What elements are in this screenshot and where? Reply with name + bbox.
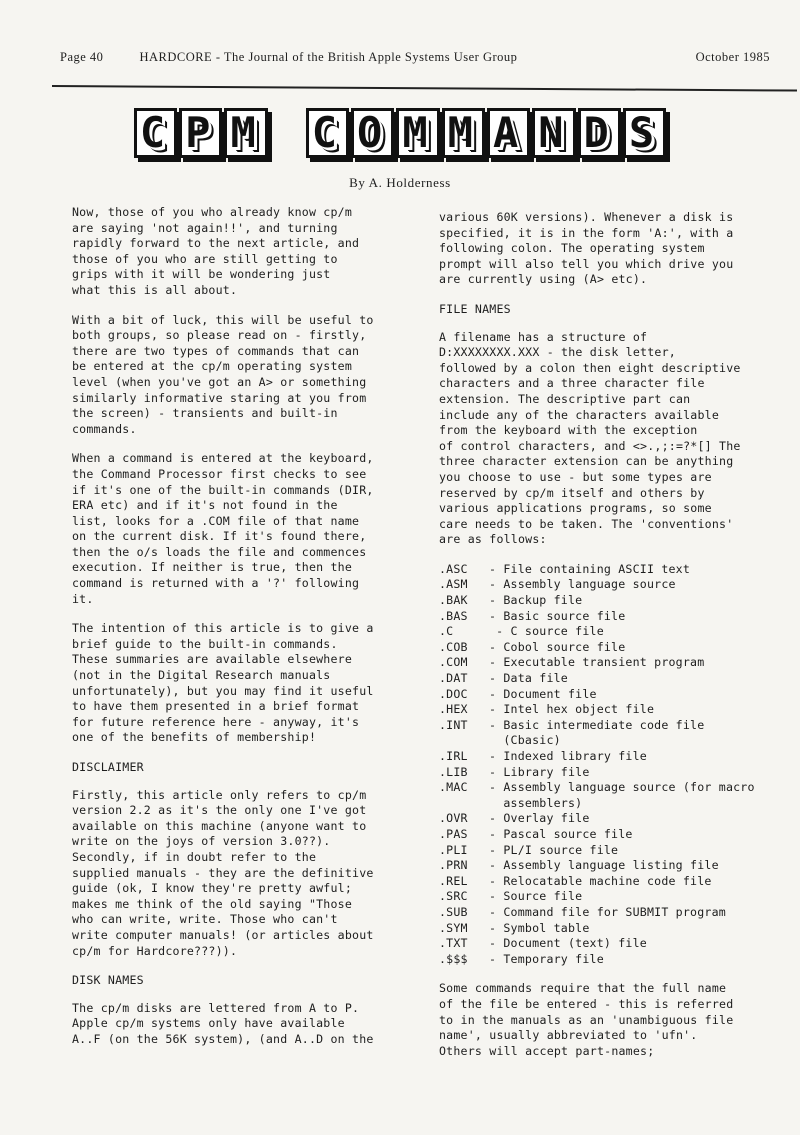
file-extension: .OVR <box>439 811 468 826</box>
file-extension: .$$$ <box>439 951 468 966</box>
file-description: - Symbol table <box>489 920 590 935</box>
file-description: - Data file <box>489 671 568 686</box>
file-type-row <box>439 843 774 859</box>
file-extension: .SYM <box>439 920 468 935</box>
title-letter: D <box>578 108 621 158</box>
file-description: - Document file <box>489 686 597 701</box>
file-description: - Assembly language listing file <box>489 858 719 873</box>
title-letter: M <box>224 108 267 158</box>
title-letter: N <box>532 108 575 158</box>
file-type-row <box>439 749 774 765</box>
file-type-row <box>439 640 774 656</box>
file-extension: .REL <box>439 873 468 888</box>
file-description: - Assembly language source (for macro assemblers) <box>489 780 755 810</box>
file-description: - Basic intermediate code file (Cbasic) <box>489 717 705 748</box>
file-description: - C source file <box>489 624 604 639</box>
file-extension: .LIB <box>439 764 468 779</box>
file-type-row <box>439 811 774 827</box>
header-rule <box>52 85 797 92</box>
file-type-row <box>439 765 774 781</box>
journal-title: HARDCORE - The Journal of the British Apple Systems User Group <box>139 50 518 64</box>
file-extension: .IRL <box>439 749 468 763</box>
file-type-row <box>439 827 774 843</box>
file-type-row <box>439 655 774 671</box>
paragraph: Some commands require that the full name of the file be entered - this is referred to in the manuals as an 'unambiguous file name', usually abbreviated to 'ufn'. Others will accept part-names; <box>439 981 734 1058</box>
file-extension: .DOC <box>439 686 468 701</box>
title-letter: M <box>396 108 439 158</box>
paragraph: With a bit of luck, this will be useful to both groups, so please read on - firstly, there are two types of commands that can be entered at the cp/m operating system level (when you've got an A> or something similarly informative staring at you from the screen) - transients and built-in commands. <box>72 312 374 436</box>
byline: By A. Holderness <box>349 175 451 190</box>
file-extension: .ASM <box>439 577 468 592</box>
paragraph: When a command is entered at the keyboard, the Command Processor first checks to see if it's one of the built-in commands (DIR, ERA etc) and if it's not found in the list, looks for a .COM file of that name on the current disk. If it's found there, then the o/s loads the file and commences execution. If neither is true, then the command is returned with a '?' following it. <box>72 451 374 606</box>
file-description: - Document (text) file <box>489 936 647 951</box>
paragraph: Now, those of you who already know cp/m are saying 'not again!!', and turning rapidly forward to the next article, and those of you who are still getting to grips with it will be wondering just what this is all about. <box>72 205 360 297</box>
section-heading-file-names: FILE NAMES <box>439 301 511 316</box>
file-extension: .COB <box>439 639 468 654</box>
file-extension: .PLI <box>439 842 468 857</box>
page-number: Page 40 <box>60 50 104 64</box>
title-letter: O <box>351 108 394 158</box>
file-type-row <box>439 562 774 578</box>
file-type-row <box>439 577 774 593</box>
file-description: - Command file for SUBMIT program <box>489 904 726 919</box>
file-type-row <box>439 921 774 937</box>
file-type-row <box>439 936 774 952</box>
file-type-row <box>439 905 774 921</box>
file-description: - Basic source file <box>489 608 626 623</box>
title-letter: C <box>306 108 349 158</box>
file-extension: .ASC <box>439 561 468 576</box>
file-description: - Backup file <box>489 593 583 608</box>
file-description: - Cobol source file <box>489 639 626 654</box>
paragraph: The cp/m disks are lettered from A to P. Apple cp/m systems only have available A..F (on the 56K system), (and A..D on the <box>72 1000 374 1046</box>
file-extension: .HEX <box>439 702 468 717</box>
title-letter: S <box>623 108 666 158</box>
file-type-row <box>439 671 774 687</box>
file-type-row <box>439 780 774 811</box>
paragraph: A filename has a structure of D:XXXXXXXX.XXX - the disk letter, followed by a colon then eight descriptive characters and a three character file extension. The descriptive part can include any of the characters available from the keyboard with the exception of control characters, and <>.,;:=?*[] The three character extension can be anything you choose to use - but some types are reserved by cp/m itself and others by various applications programs, so some care needs to be taken. The 'conventions' are as follows: <box>439 329 741 547</box>
file-extension: .BAS <box>439 608 468 623</box>
paragraph: various 60K versions). Whenever a disk is specified, it is in the form 'A:', with a following colon. The operating system prompt will also tell you which drive you are currently using (A> etc). <box>439 210 734 287</box>
file-description: - File containing ASCII text <box>489 561 691 576</box>
file-extension: .DAT <box>439 671 468 686</box>
file-description: - PL/I source file <box>489 842 619 857</box>
file-type-row <box>439 687 774 703</box>
file-extension: .BAK <box>439 593 468 608</box>
file-extension: .PAS <box>439 826 468 841</box>
file-extension: .INT <box>439 717 468 732</box>
section-heading-disk-names: DISK NAMES <box>72 973 144 988</box>
file-type-row <box>439 889 774 905</box>
page-header <box>60 50 770 65</box>
file-type-row <box>439 952 774 968</box>
file-type-row <box>439 718 774 749</box>
left-column <box>72 205 407 1062</box>
file-type-row <box>439 702 774 718</box>
file-description: - Executable transient program <box>489 655 705 670</box>
file-extension: .C <box>439 624 454 639</box>
file-extension: .PRN <box>439 858 468 873</box>
title-letter: C <box>134 108 177 158</box>
file-type-row <box>439 874 774 890</box>
file-type-list <box>439 562 774 967</box>
file-extension: .COM <box>439 655 468 670</box>
file-description: - Relocatable machine code file <box>489 873 712 888</box>
file-type-row <box>439 609 774 625</box>
file-description: - Overlay file <box>489 811 590 826</box>
file-extension: .SUB <box>439 904 468 919</box>
file-description: - Library file <box>489 764 590 779</box>
title-letter: M <box>442 108 485 158</box>
right-column <box>439 210 774 1073</box>
issue-date: October 1985 <box>695 50 770 64</box>
file-extension: .TXT <box>439 936 468 951</box>
paragraph: The intention of this article is to give a brief guide to the built-in commands. These summaries are available elsewhere (not in the Digital Research manuals unfortunately), but you may find it useful to have them presented in a brief format for future reference here - anyway, it's one of the benefits of membership! <box>72 621 374 745</box>
section-heading-disclaimer: DISCLAIMER <box>72 760 144 774</box>
file-type-row <box>439 858 774 874</box>
file-type-row <box>439 593 774 609</box>
file-extension: .SRC <box>439 889 468 904</box>
file-description: - Temporary file <box>489 951 604 966</box>
file-description: - Assembly language source <box>489 577 676 592</box>
paragraph: Firstly, this article only refers to cp/m version 2.2 as it's the only one I've got available on this machine (anyone want to write on the joys of version 3.0??). Secondly, if in doubt refer to the supplied manuals - they are the definitive guide (ok, I know they're pretty awful; makes me think of the old saying "Those who can write, write. Those who can't write computer manuals! (or articles about cp/m for Hardcore???)). <box>72 787 374 958</box>
file-description: - Indexed library file <box>489 749 647 763</box>
file-description: - Intel hex object file <box>489 702 655 717</box>
title-letter: P <box>179 108 222 158</box>
file-description: - Source file <box>489 889 583 904</box>
article-title <box>0 108 800 158</box>
file-type-row <box>439 624 774 640</box>
file-description: - Pascal source file <box>489 826 633 841</box>
title-letter: A <box>487 108 530 158</box>
file-extension: .MAC <box>439 780 468 795</box>
